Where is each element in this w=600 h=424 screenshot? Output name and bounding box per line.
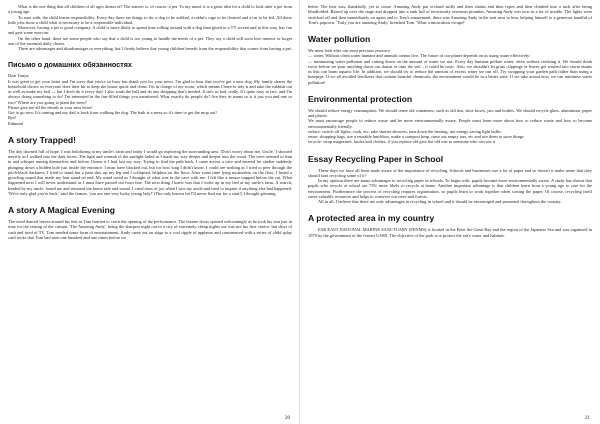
essay-heading: Essay Recycling Paper in School [308,153,444,164]
letter-line: Edmund [8,120,23,126]
story2-heading: A story A Magical Evening [8,205,115,215]
letter-line: Bye! [8,115,17,121]
letter [8,73,292,126]
letter-line: Please give me all the details in your next letter! [8,104,93,110]
protected-heading: A protected area in my country [308,213,435,224]
water-heading: Water pollution [308,34,371,44]
page-number: 20 [285,416,290,421]
story2-text: The wind danced leaves around his feet as Tom hurried to catch the opening of the performance. The theatre doors opened welcomingly as he took his seat just in time for the raising of the curtain. 'The Amazing Andy', being the sharpest night out in a city of extremely cheap nights out was not his first choice, but short of cash and tired of TV, Tom needed some form of entertainment. Andy came out on stage to a cool ripple of applause and commenced with a series of child splay card tricks that Tom had seen one hundred and one times before on [8,219,292,240]
env-line: We should reduce energy consumption. We should reuse old containers, such as old tins, shoe boxes, jars and bottles. We should recycle glass, aluminium, paper and plastic. [308,107,592,118]
right-page [300,0,600,424]
env-line: recycle: swap magazines, books and clothes, if you replace old give the old one to someone who can use it [308,139,496,145]
page-number: 21 [585,416,590,421]
env-heading: Environmental protection [308,93,413,104]
paragraph: In my opinion there are many advantages to recycling paper in schools. To begin with, pupils become more environmentally aware. A study has shown that pupils who recycle at school are 75% more likely to recycle at home. Another important advantage is that children learn from a young age to care for the environment. Furthermore the process of recycling requires organisation, so pupils learn to work together when sorting the paper. Of course, recycling itself saves valuable resources and helps to conserve our trees and forests. [308,178,592,199]
paragraph: What is the one thing that all children of all ages dream of? The answer is, of course, a pet. To my mind, it is a great idea for a child to look after a pet from a young age. [8,4,292,15]
story1-heading: A story Trapped! [8,134,76,145]
paragraph: On the other hand, there are some people who say that a child is too young to handle the needs of a pet. They say a child will soon lose interest or forget one of the essential daily chores. [8,35,292,46]
protected-text: FAR EAST NATIONAL MARINE SANCTUARY (FENMS) is located in the Peter the Great Bay and the region of the Japanese Sea and was organised in 1978 by the government of the former USSR. The objective of the park is to protect the sea's water and habitats. [308,227,592,238]
letter-line: Got to go now. It's raining and my dad is back from walking the dog. The bath is a mess so it's time to get the mop out! [8,110,217,115]
letter-line: Dear Tanya, [8,73,30,79]
paragraph: All in all, I believe that there are only advantages in recycling in school and it should be encouraged and promoted throughout the country. [318,199,562,204]
letter-heading: Письмо о домашних обязанностях [8,60,132,70]
paragraph: Moreover, having a pet is good company. A child is more likely to spend time rolling around with a dog than glued to a TV screen and in this way, has fun and gets some exercise. [8,25,292,36]
paragraph: To start with, the child learns responsibility. Every day there are things to do: a dog to be walked, a rabbit's cage to be cleaned and a cat to be fed. All these little jobs show a child what is necessary to be a responsible individual. [8,14,292,25]
story1-text: The day dawned full of hope. I was holidaying at my uncle's farm and today I would go exploring the surrounding area. 'Don't worry about me, Uncle,' I shouted merrily as I walked into the dark forest. The light and warmth of the sunlight faded as I made my way deeper and deeper into the wood. The trees seemed to lean in and whisper among themselves and before I knew it I had lost my way. Trying to find the path back, I came across a cave and entered for shelter suddenly plunging down a hidden hole just inside the entrance. I must have blacked out, but for how long I didn't know. I could see nothing as I tried to peer through the pitch-black darkness. I tried to stand but a pain shot up my leg and I collapsed, helpless on the floor. After some time lying motionless on the floor, I heard a growling sound that made my hair stand on end. My mind raced as I thought of what was in the cave with me. I felt like a mouse trapped before the cat. What happened next I will never understand as I must have passed out from fear. The next thing I knew was that I woke up in my bed at my uncle's farm. A search, headed by my uncle, found me and returned me home safe and sound. I cried tears of joy when I saw my uncle and tried to inquire if anything else had happened. 'We're only glad you're back,' said the farmer, 'you are one very lucky young lady!' (The only known bit I'll never find out for a start!) I thought grinning. [8,148,292,196]
water-line: — water. Without clean water humans and animals cannot live. The future of our planet depends on us using water effectively: [308,53,531,59]
water-line: We must look after our most precious resource [308,48,390,53]
env-line: reuse: shopping bags, use a reusable lunchbox, make a compost heap, rinse out empty jars, etc and use them to store things [308,134,524,139]
water-line: — minimising water pollution and cutting down on the amount of water we use. Every day humans pollute water, often without realising it. We should think twice before we pour anything down our drains or onto the soil – it could be toxic. Also, we shouldn't let grass clippings or leaves get washed into storm drains as this can harm aquatic life. In addition, we should try to reduce the amount of excess water we run off. Try swapping your garden path rather than using a hosepipe. If we all avoided fertilizers that contain harmful chemicals, the environment would be in a better state. If we take action now, we can minimise water pollution! [308,58,592,85]
intro-essay [8,4,292,51]
paragraph: There are advantages and disadvantages to everything, but I firmly believe that young children benefit from the responsibility that comes from having a pet. [18,46,292,51]
paragraph: These days we have all been made aware of the importance of recycling. Schools and businesses use a lot of paper and so doesn't it make sense that they should start recycling some of it? [308,167,592,178]
story2-continued: better. The best was, thankfully, yet to come. Amazing Andy put orchard sniffs and then chains and then ropes and then climbed into a sack after being blindfolded. Raised up over the stage and dropped into a tank full of ferociously ravenous piranhas. Amazing Andy was now in a lot of trouble. The lights were switched off and then immediately on again and to Tom's amazement, there was Amazing Andy in the seat next to him, helping himself to a generous handful of Tom's popcorn. 'Truly you are amazing Andy,' breathed Tom. 'What a miraculous escape!' [308,4,592,25]
env-line: We must encourage people to reduce waste and be more environmentally aware. People must learn more about how to reduce waste and how to become environmentally friendly. [308,118,592,129]
env-line: reduce: switch off lights, cook, etc, take shorter showers, turn down the heating, use energy saving light bulbs. [308,128,502,134]
letter-line: It was great to get your letter and I'm sorry that you're so busy but thank you for your news. I'm glad to hear that you've got a new dog. My family shares the household chores so everyone does their bit to keep the house quick and clean. I'm in charge of my room, which means I have to tidy it and take the rubbish out as well as make my bed — but I don't do it every day! I also wash the ball and do any shopping that's needed. It isn't so bad, really. It's quite easy in fact, and I'm always doing something to do! I'm interested in the fun-filled things you mentioned. What exactly do people do? Are they in teams or is it just you and one or two? Where are you going to plant the trees? [8,78,292,105]
